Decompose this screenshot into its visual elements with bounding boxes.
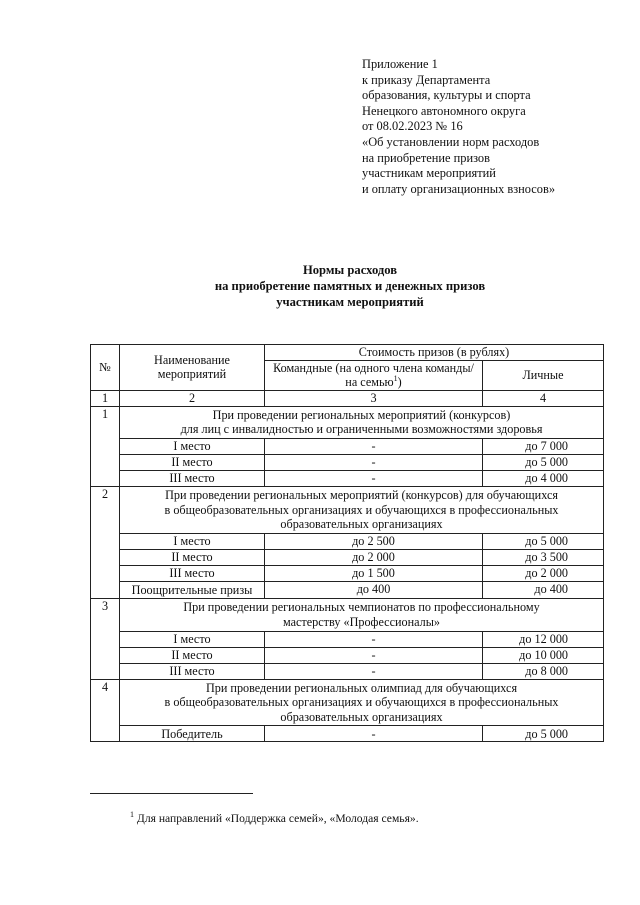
col-number: 1 [91,390,120,406]
title-line: Нормы расходов [302,263,398,277]
table-row [91,454,604,470]
personal-value: до 10 000 [483,647,604,663]
appendix-block [362,57,555,197]
table-row [91,663,604,679]
section-title [120,486,604,533]
section-num: 4 [91,679,120,742]
header-num: № [91,345,120,391]
team-value: - [265,470,483,486]
place-name: III место [120,663,265,679]
personal-value: до 5 000 [483,533,604,549]
footnote-ref: 1 [393,374,398,384]
header-personal: Личные [483,360,604,390]
header-team-close: ) [397,375,402,390]
section-title [120,406,604,438]
team-value: до 2 500 [265,533,483,549]
appendix-line: и оплату организационных взносов» [362,181,556,196]
section-num: 2 [91,486,120,598]
personal-value: до 5 000 [483,726,604,742]
team-value: - [265,647,483,663]
table-row [91,726,604,742]
table-row [91,647,604,663]
table-row [91,565,604,581]
section-title-line: При проведении региональных олимпиад для обучающихся [205,680,518,695]
place-name: II место [120,647,265,663]
section-title-line: образовательных организациях [280,709,443,724]
place-name: Поощрительные призы [120,581,265,599]
place-name: I место [120,438,265,454]
place-name: I место [120,631,265,647]
appendix-line: к приказу Департамента [362,72,491,87]
title-line: на приобретение памятных и денежных призов [214,279,486,293]
appendix-line: Приложение 1 [362,57,438,71]
personal-value: до 5 000 [483,454,604,470]
footnote-mark: 1 [130,810,134,820]
appendix-line: участникам мероприятий [362,166,496,181]
appendix-line: «Об установлении норм расходов [362,134,540,149]
table-row [91,631,604,647]
team-value: - [265,438,483,454]
appendix-line: образования, культуры и спорта [362,88,531,103]
header-name: Наименование мероприятий [120,345,265,391]
section-title-line: для лиц с инвалидностью и ограниченными возможностями здоровья [180,422,543,437]
section-title [120,599,604,631]
team-value: до 1 500 [265,565,483,581]
personal-value: до 3 500 [483,549,604,565]
section-num: 3 [91,599,120,679]
team-value: до 400 [265,581,483,599]
header-team-text: Командные (на одного члена команды/ на семью [273,360,474,390]
personal-value: до 8 000 [483,663,604,679]
place-name: II место [120,454,265,470]
team-value: - [265,454,483,470]
section-title-line: в общеобразовательных организациях и обучающихся в профессиональных [164,502,559,517]
footnote [130,812,419,825]
place-name: III место [120,565,265,581]
col-number: 3 [265,390,483,406]
header-cost: Стоимость призов (в рублях) [265,345,604,361]
team-value: - [265,663,483,679]
col-number: 2 [120,390,265,406]
table-row [91,438,604,454]
section-title-line: мастерству «Профессионалы» [282,614,441,629]
place-name: I место [120,533,265,549]
footnote-divider [90,793,253,794]
section-title-line: При проведении региональных чемпионатов по профессиональному [183,600,540,615]
section-title-line: образовательных организациях [280,517,443,532]
place-name: Победитель [120,726,265,742]
personal-value: до 4 000 [483,470,604,486]
appendix-line: на приобретение призов [362,150,490,165]
appendix-line: от 08.02.2023 № 16 [362,119,463,134]
table-row [91,470,604,486]
appendix-line: Ненецкого автономного округа [362,103,526,118]
place-name: II место [120,549,265,565]
footnote-text: Для направлений «Поддержка семей», «Молодая семья». [136,812,419,825]
title-line: участникам мероприятий [276,295,424,309]
personal-value: до 12 000 [483,631,604,647]
norms-table [90,344,604,742]
personal-value: до 7 000 [483,438,604,454]
team-value: до 2 000 [265,549,483,565]
team-value: - [265,631,483,647]
section-title-line: При проведении региональных мероприятий (конкурсов) [212,407,511,422]
section-title [120,679,604,726]
header-team [265,360,483,390]
table-row [91,581,604,599]
table-row [91,549,604,565]
section-num: 1 [91,406,120,486]
col-number: 4 [483,390,604,406]
team-value: - [265,726,483,742]
section-title-line: При проведении региональных мероприятий (конкурсов) для обучающихся [165,487,558,502]
section-title-line: в общеобразовательных организациях и обучающихся в профессиональных [164,695,559,710]
personal-value: до 2 000 [483,565,604,581]
place-name: III место [120,470,265,486]
table-row [91,533,604,549]
document-title [0,262,640,310]
personal-value: до 400 [483,581,604,599]
